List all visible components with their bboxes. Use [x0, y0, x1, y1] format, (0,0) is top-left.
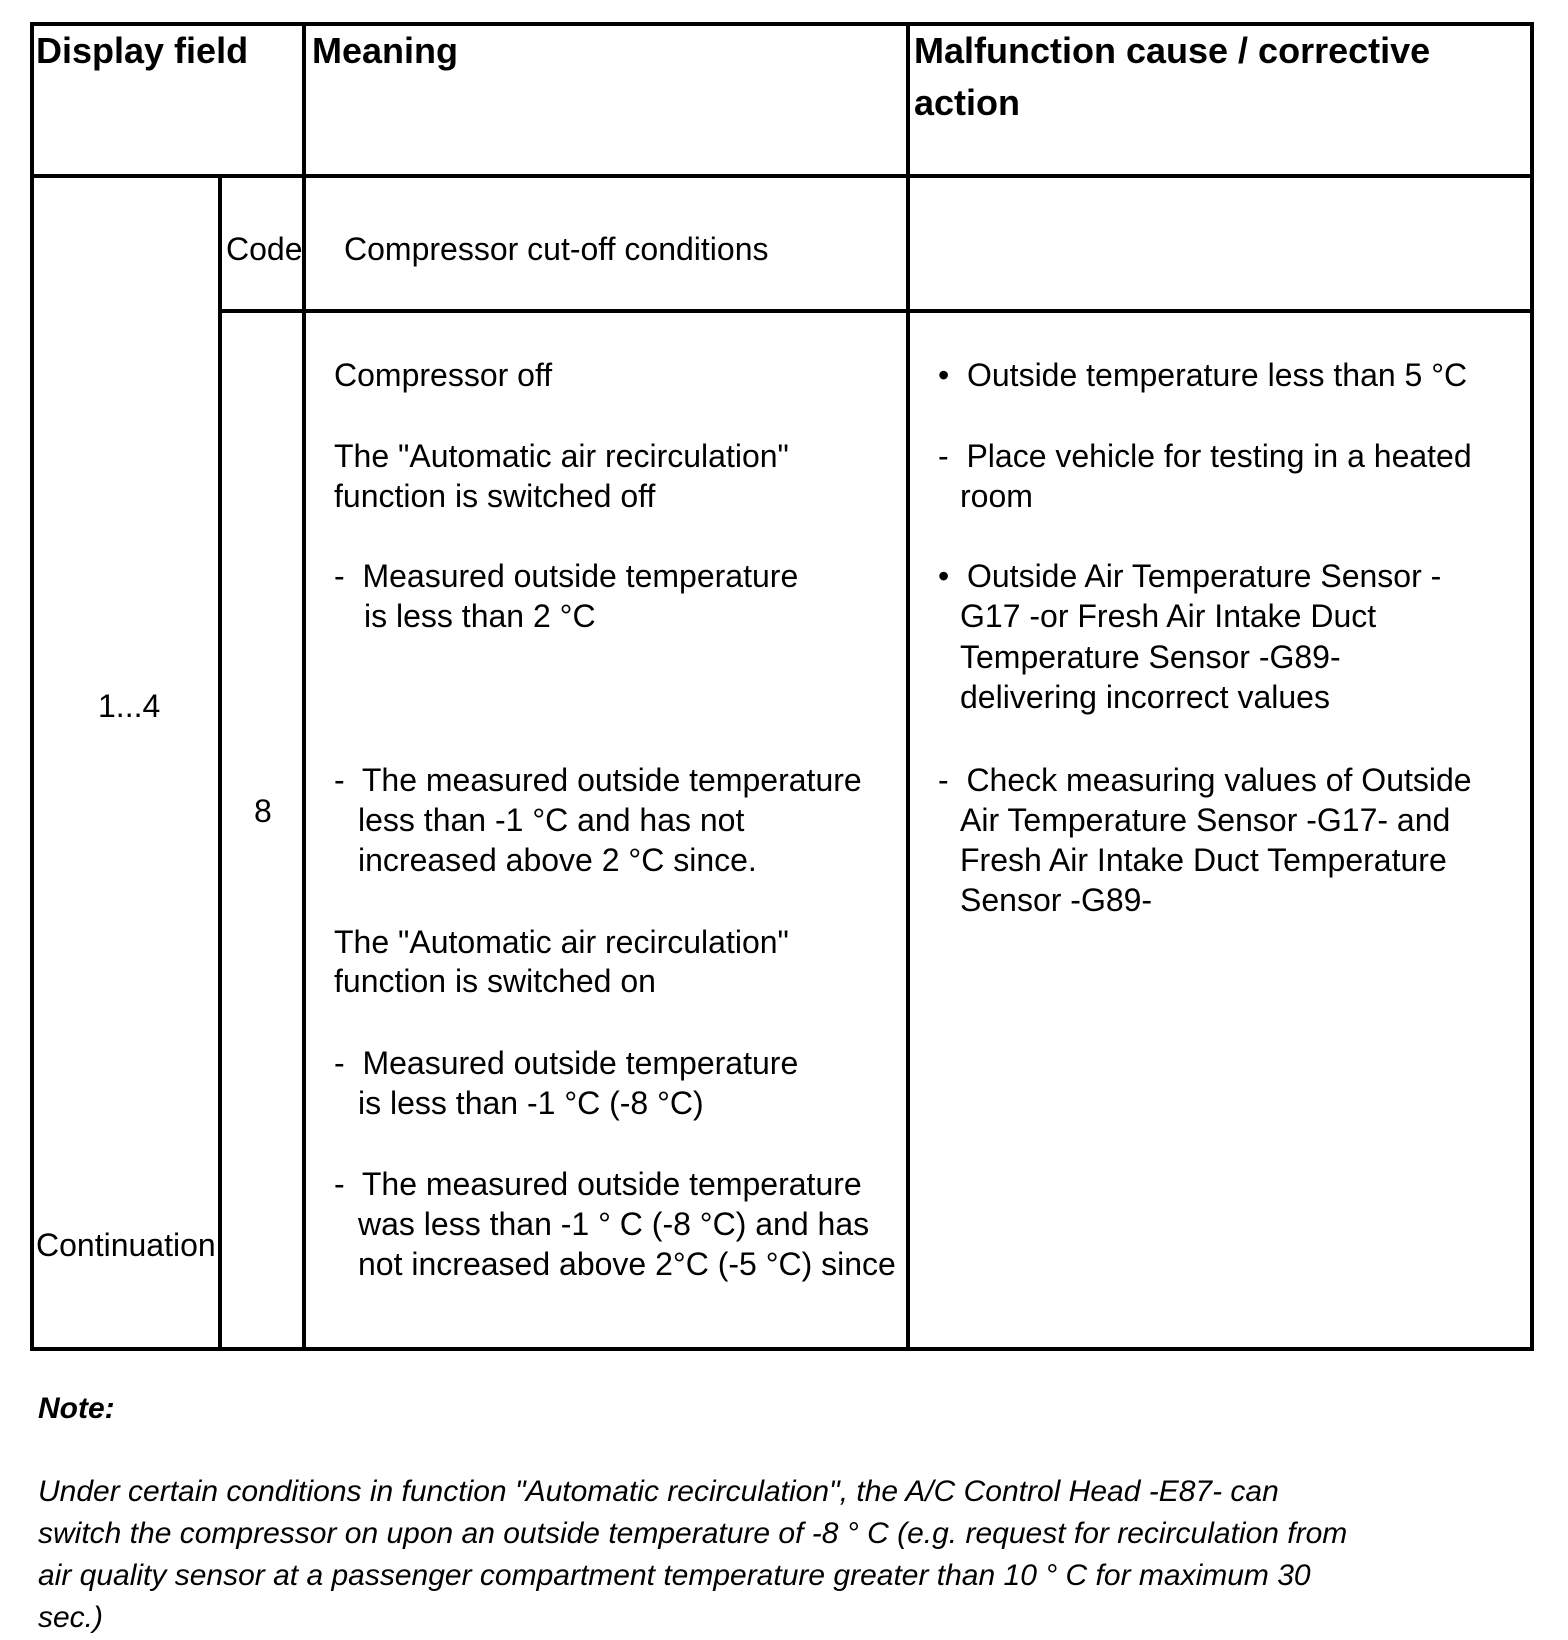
- code-meaning-divider: [302, 22, 306, 1351]
- note-title: Note:: [38, 1392, 115, 1425]
- meaning-auto-on-1: The "Automatic air recirculation": [334, 924, 789, 960]
- meaning-m1-2: is less than 2 °C: [364, 598, 596, 634]
- malfunction-bullet-2-4: delivering incorrect values: [960, 679, 1330, 715]
- malfunction-action-2-2: Air Temperature Sensor -G17- and: [960, 802, 1451, 838]
- malfunction-bullet-2-2: G17 -or Fresh Air Intake Duct: [960, 598, 1377, 634]
- diagnostic-table: [30, 22, 1534, 1351]
- malfunction-action-2-3: Fresh Air Intake Duct Temperature: [960, 842, 1447, 878]
- header-malfunction-line1: Malfunction cause / corrective: [914, 30, 1431, 71]
- note-line: sec.): [38, 1601, 104, 1634]
- header-divider: [30, 174, 1534, 178]
- continuation-label: Continuation: [36, 1227, 216, 1263]
- malfunction-action-2-1: - Check measuring values of Outside: [938, 762, 1472, 798]
- table-border-top: [30, 22, 1534, 26]
- note-line: air quality sensor at a passenger compartment temperature greater than 10 ° C for maximum 30: [38, 1559, 1311, 1592]
- malfunction-bullet-1: • Outside temperature less than 5 °C: [938, 357, 1468, 393]
- meaning-auto-off-2: function is switched off: [334, 478, 656, 514]
- code-label: Code: [226, 231, 303, 267]
- table-border-right: [1530, 22, 1534, 1351]
- code-title: Compressor cut-off conditions: [344, 231, 769, 267]
- note-text: [38, 1471, 1418, 1639]
- table-border-left: [30, 22, 34, 1351]
- meaning-m4-1: - The measured outside temperature: [334, 1166, 862, 1202]
- meaning-m2-2: less than -1 °C and has not: [358, 802, 745, 838]
- display-field-value: 1...4: [98, 688, 161, 724]
- display-code-divider: [218, 174, 222, 1351]
- header-malfunction-line2: action: [914, 82, 1021, 123]
- table-border-bottom: [30, 1347, 1534, 1351]
- meaning-m4-2: was less than -1 ° C (-8 °C) and has: [358, 1206, 870, 1242]
- code-value: 8: [254, 793, 272, 829]
- header-display-field: Display field: [36, 30, 249, 71]
- malfunction-action-2-4: Sensor -G89-: [960, 882, 1153, 918]
- meaning-m3-1: - Measured outside temperature: [334, 1045, 799, 1081]
- meaning-compressor-off: Compressor off: [334, 357, 553, 393]
- header-meaning: Meaning: [312, 30, 459, 71]
- meaning-m2-1: - The measured outside temperature: [334, 762, 862, 798]
- malfunction-bullet-2-1: • Outside Air Temperature Sensor -: [938, 558, 1442, 594]
- note-line: switch the compressor on upon an outside temperature of -8 ° C (e.g. request for recirculation from: [38, 1517, 1348, 1550]
- code-row-divider: [218, 309, 1534, 313]
- meaning-auto-off-1: The "Automatic air recirculation": [334, 438, 789, 474]
- meaning-m3-2: is less than -1 °C (-8 °C): [358, 1085, 704, 1121]
- malfunction-action-1-2: room: [960, 478, 1033, 514]
- malfunction-bullet-2-3: Temperature Sensor -G89-: [960, 639, 1341, 675]
- malfunction-action-1-1: - Place vehicle for testing in a heated: [938, 438, 1472, 474]
- note-line: Under certain conditions in function "Automatic recirculation", the A/C Control Head -E87- can: [38, 1475, 1279, 1508]
- meaning-auto-on-2: function is switched on: [334, 963, 656, 999]
- meaning-m4-3: not increased above 2°C (-5 °C) since: [358, 1246, 896, 1282]
- meaning-malfunction-divider: [906, 22, 910, 1351]
- meaning-m1-1: - Measured outside temperature: [334, 558, 799, 594]
- meaning-m2-3: increased above 2 °C since.: [358, 842, 757, 878]
